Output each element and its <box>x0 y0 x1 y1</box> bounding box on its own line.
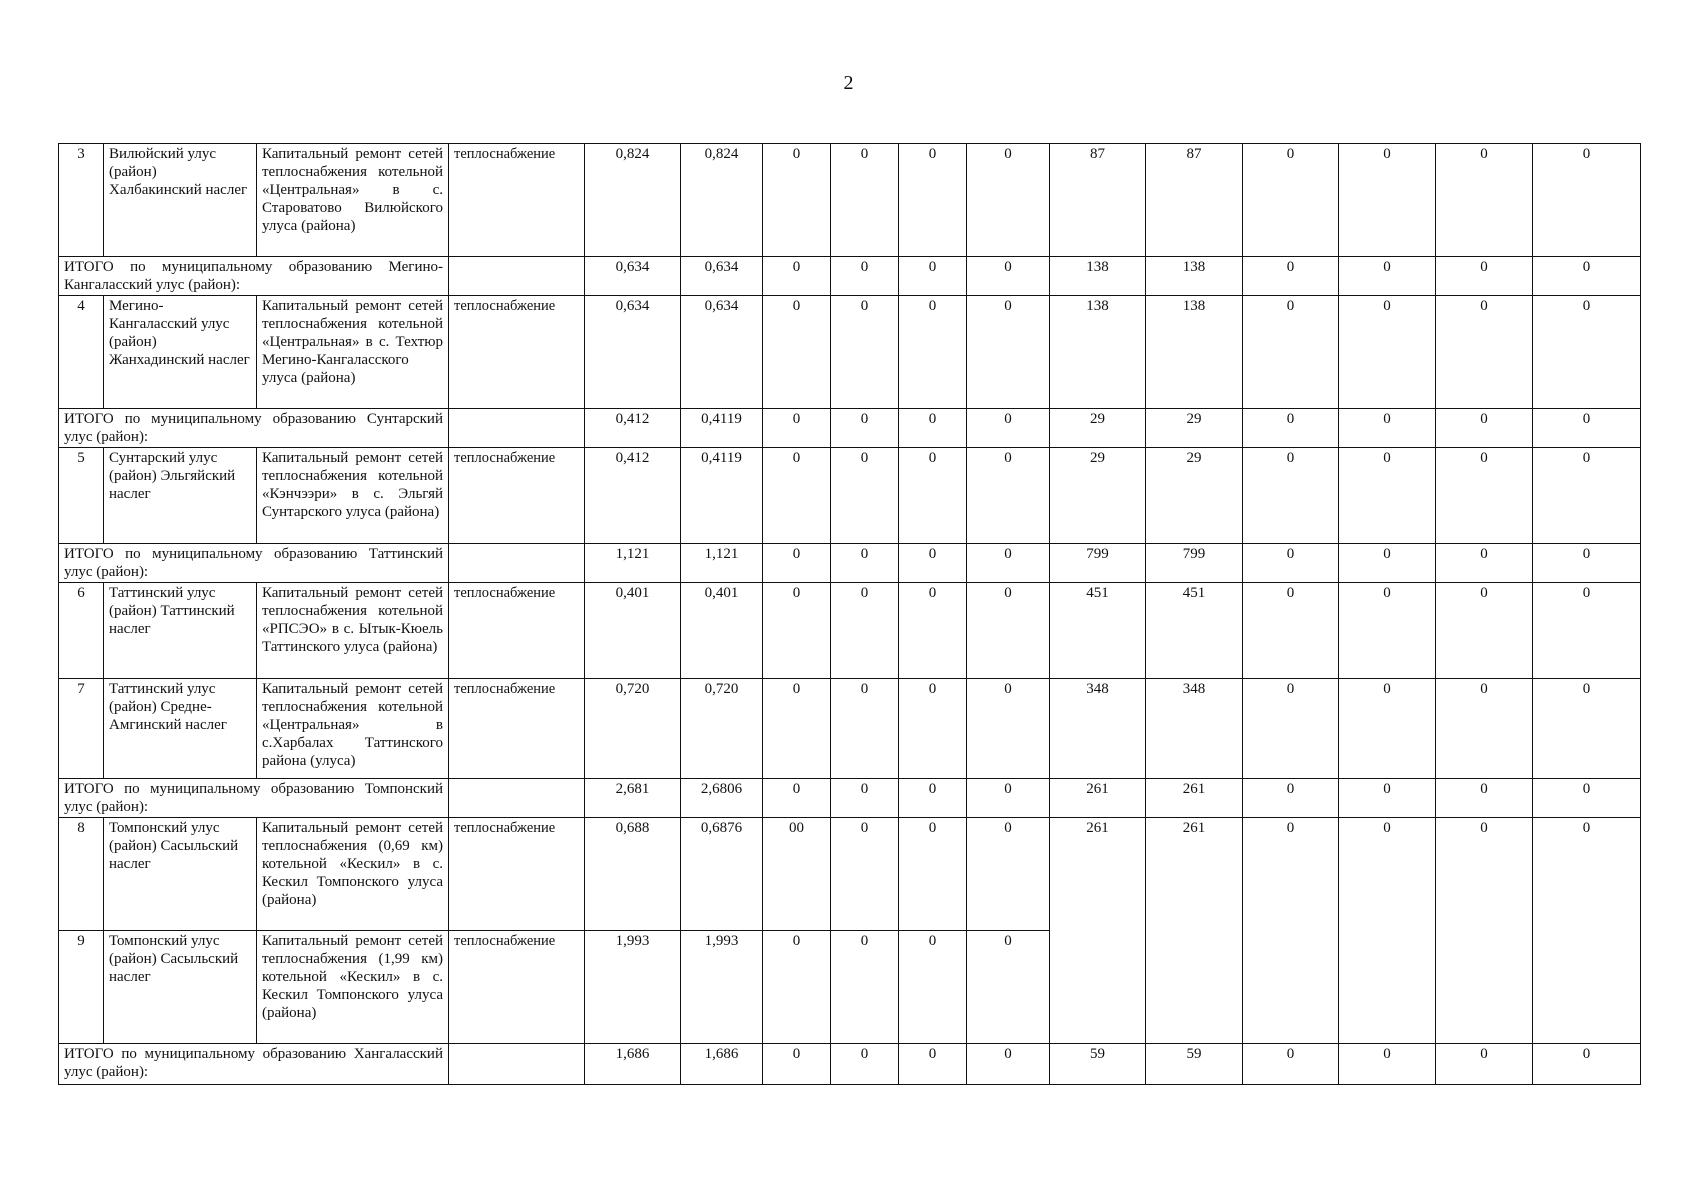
value-cell: 0 <box>763 296 831 409</box>
row-index: 9 <box>59 931 104 1044</box>
value-cell: 451 <box>1146 583 1243 679</box>
total-row <box>59 1044 1641 1085</box>
value-cell: 0 <box>1533 544 1641 583</box>
empty-cell <box>449 779 585 818</box>
value-cell: 0,412 <box>585 409 681 448</box>
value-cell: 0 <box>831 583 899 679</box>
value-cell: 0 <box>1243 144 1339 257</box>
value-cell: 0 <box>1436 448 1533 544</box>
value-cell: 1,686 <box>585 1044 681 1085</box>
value-cell: 0 <box>1436 583 1533 679</box>
value-cell: 0 <box>967 296 1050 409</box>
value-cell: 0 <box>763 257 831 296</box>
table-row <box>59 818 1641 931</box>
municipality-name: Сунтарский улус (район) Эльгяйский наслег <box>104 448 257 544</box>
value-cell: 29 <box>1146 448 1243 544</box>
value-cell: 0,634 <box>585 257 681 296</box>
value-cell: 0 <box>1436 144 1533 257</box>
value-cell: 0,824 <box>585 144 681 257</box>
work-description: Капитальный ремонт сетей теплоснабжения котельной «Центральная» в с. Техтюр Мегино-Кангаласского улуса (района) <box>257 296 449 409</box>
value-cell: 0 <box>1436 257 1533 296</box>
value-cell: 0 <box>967 409 1050 448</box>
value-cell: 0 <box>1243 779 1339 818</box>
value-cell: 1,121 <box>585 544 681 583</box>
value-cell: 0,824 <box>681 144 763 257</box>
value-cell: 0 <box>1533 144 1641 257</box>
value-cell: 0 <box>899 1044 967 1085</box>
total-row <box>59 409 1641 448</box>
value-cell: 0 <box>899 409 967 448</box>
value-cell: 0 <box>831 679 899 779</box>
value-cell: 799 <box>1146 544 1243 583</box>
empty-cell <box>449 1044 585 1085</box>
total-label: ИТОГО по муниципальному образованию Мегино-Кангаласский улус (район): <box>59 257 449 296</box>
value-cell: 0 <box>1339 779 1436 818</box>
row-index: 5 <box>59 448 104 544</box>
value-cell: 0 <box>1533 448 1641 544</box>
table-row <box>59 144 1641 257</box>
value-cell: 0 <box>831 409 899 448</box>
value-cell: 451 <box>1050 583 1146 679</box>
value-cell: 0 <box>1533 818 1641 1044</box>
value-cell: 0 <box>831 448 899 544</box>
value-cell: 261 <box>1050 779 1146 818</box>
value-cell: 348 <box>1146 679 1243 779</box>
category-cell: теплоснабжение <box>449 931 585 1044</box>
empty-cell <box>449 257 585 296</box>
value-cell: 0 <box>967 779 1050 818</box>
value-cell: 0 <box>967 448 1050 544</box>
value-cell: 0 <box>831 818 899 931</box>
municipality-name: Вилюйский улус (район) Халбакинский наслег <box>104 144 257 257</box>
value-cell: 0 <box>899 448 967 544</box>
value-cell: 261 <box>1146 779 1243 818</box>
value-cell: 0,401 <box>681 583 763 679</box>
value-cell: 0 <box>1436 679 1533 779</box>
value-cell: 0 <box>1339 1044 1436 1085</box>
page-number: 2 <box>843 72 854 94</box>
value-cell: 0,634 <box>681 296 763 409</box>
value-cell: 0 <box>1243 544 1339 583</box>
value-cell: 0 <box>1243 296 1339 409</box>
value-cell: 0 <box>967 1044 1050 1085</box>
value-cell: 0 <box>1436 296 1533 409</box>
value-cell: 0 <box>831 931 899 1044</box>
value-cell: 0 <box>1533 679 1641 779</box>
value-cell: 0 <box>967 544 1050 583</box>
value-cell: 0 <box>899 779 967 818</box>
value-cell: 0 <box>899 583 967 679</box>
value-cell: 0 <box>1243 818 1339 1044</box>
value-cell: 0 <box>831 144 899 257</box>
value-cell: 0 <box>763 144 831 257</box>
row-index: 4 <box>59 296 104 409</box>
value-cell: 0 <box>763 409 831 448</box>
value-cell: 0 <box>899 544 967 583</box>
value-cell: 0,634 <box>585 296 681 409</box>
value-cell: 0 <box>967 931 1050 1044</box>
value-cell: 0 <box>967 818 1050 931</box>
value-cell: 0 <box>1339 257 1436 296</box>
value-cell: 0 <box>1339 679 1436 779</box>
value-cell: 0 <box>763 448 831 544</box>
value-cell: 0 <box>967 257 1050 296</box>
empty-cell <box>449 544 585 583</box>
value-cell: 0 <box>1436 544 1533 583</box>
table-row <box>59 296 1641 409</box>
value-cell: 0 <box>763 931 831 1044</box>
value-cell: 0 <box>1339 296 1436 409</box>
value-cell: 0,720 <box>585 679 681 779</box>
value-cell: 59 <box>1146 1044 1243 1085</box>
value-cell: 0 <box>1243 1044 1339 1085</box>
value-cell: 0 <box>1533 257 1641 296</box>
value-cell: 0,401 <box>585 583 681 679</box>
value-cell: 0 <box>1436 818 1533 1044</box>
repair-program-table <box>58 143 1641 1085</box>
work-description: Капитальный ремонт сетей теплоснабжения (0,69 км) котельной «Кескил» в с. Кескил Томпонского улуса (района) <box>257 818 449 931</box>
total-label: ИТОГО по муниципальному образованию Таттинский улус (район): <box>59 544 449 583</box>
value-cell: 0 <box>1339 448 1436 544</box>
municipality-name: Таттинский улус (район) Таттинский наслег <box>104 583 257 679</box>
value-cell: 0 <box>763 544 831 583</box>
value-cell: 0 <box>967 583 1050 679</box>
value-cell: 0 <box>763 1044 831 1085</box>
value-cell: 0,6876 <box>681 818 763 931</box>
value-cell: 0 <box>1533 296 1641 409</box>
value-cell: 138 <box>1146 257 1243 296</box>
value-cell: 0 <box>1533 583 1641 679</box>
category-cell: теплоснабжение <box>449 448 585 544</box>
value-cell: 0 <box>1243 448 1339 544</box>
municipality-name: Томпонский улус (район) Сасыльский наслег <box>104 818 257 931</box>
value-cell: 1,686 <box>681 1044 763 1085</box>
work-description: Капитальный ремонт сетей теплоснабжения котельной «Центральная» в с. Староватово Вилюйского улуса (района) <box>257 144 449 257</box>
value-cell: 0 <box>831 544 899 583</box>
value-cell: 0 <box>1533 779 1641 818</box>
value-cell: 29 <box>1050 409 1146 448</box>
value-cell: 00 <box>763 818 831 931</box>
value-cell: 59 <box>1050 1044 1146 1085</box>
value-cell: 0 <box>967 679 1050 779</box>
row-index: 3 <box>59 144 104 257</box>
value-cell: 0 <box>899 257 967 296</box>
value-cell: 0 <box>1339 409 1436 448</box>
value-cell: 0 <box>1436 409 1533 448</box>
total-row <box>59 779 1641 818</box>
work-description: Капитальный ремонт сетей теплоснабжения (1,99 км) котельной «Кескил» в с. Кескил Томпонского улуса (района) <box>257 931 449 1044</box>
total-label: ИТОГО по муниципальному образованию Сунтарский улус (район): <box>59 409 449 448</box>
row-index: 7 <box>59 679 104 779</box>
value-cell: 29 <box>1146 409 1243 448</box>
value-cell: 1,993 <box>681 931 763 1044</box>
value-cell: 261 <box>1050 818 1146 1044</box>
value-cell: 0,634 <box>681 257 763 296</box>
category-cell: теплоснабжение <box>449 296 585 409</box>
value-cell: 0 <box>899 296 967 409</box>
value-cell: 261 <box>1146 818 1243 1044</box>
table-row <box>59 583 1641 679</box>
work-description: Капитальный ремонт сетей теплоснабжения котельной «Кэнчээри» в с. Эльгяй Сунтарского улуса (района) <box>257 448 449 544</box>
value-cell: 0 <box>967 144 1050 257</box>
empty-cell <box>449 409 585 448</box>
value-cell: 0 <box>1436 1044 1533 1085</box>
value-cell: 0 <box>1243 679 1339 779</box>
category-cell: теплоснабжение <box>449 818 585 931</box>
value-cell: 0 <box>899 931 967 1044</box>
table-row <box>59 448 1641 544</box>
value-cell: 138 <box>1050 257 1146 296</box>
value-cell: 0 <box>763 679 831 779</box>
value-cell: 138 <box>1050 296 1146 409</box>
municipality-name: Таттинский улус (район) Средне-Амгинский наслег <box>104 679 257 779</box>
value-cell: 0 <box>899 818 967 931</box>
value-cell: 0 <box>763 583 831 679</box>
value-cell: 87 <box>1050 144 1146 257</box>
value-cell: 0,4119 <box>681 448 763 544</box>
value-cell: 0,688 <box>585 818 681 931</box>
value-cell: 0 <box>1339 144 1436 257</box>
value-cell: 0 <box>1243 583 1339 679</box>
value-cell: 0 <box>1243 257 1339 296</box>
value-cell: 0 <box>1533 409 1641 448</box>
value-cell: 138 <box>1146 296 1243 409</box>
value-cell: 1,121 <box>681 544 763 583</box>
value-cell: 0 <box>899 144 967 257</box>
category-cell: теплоснабжение <box>449 144 585 257</box>
municipality-name: Томпонский улус (район) Сасыльский наслег <box>104 931 257 1044</box>
value-cell: 0 <box>763 779 831 818</box>
work-description: Капитальный ремонт сетей теплоснабжения котельной «Центральная» в с.Харбалах Таттинского района (улуса) <box>257 679 449 779</box>
row-index: 6 <box>59 583 104 679</box>
value-cell: 348 <box>1050 679 1146 779</box>
value-cell: 0 <box>1339 544 1436 583</box>
value-cell: 0 <box>831 1044 899 1085</box>
value-cell: 29 <box>1050 448 1146 544</box>
total-label: ИТОГО по муниципальному образованию Томпонский улус (район): <box>59 779 449 818</box>
value-cell: 0 <box>1339 583 1436 679</box>
total-row <box>59 544 1641 583</box>
row-index: 8 <box>59 818 104 931</box>
value-cell: 2,681 <box>585 779 681 818</box>
value-cell: 2,6806 <box>681 779 763 818</box>
work-description: Капитальный ремонт сетей теплоснабжения котельной «РПСЭО» в с. Ытык-Кюель Таттинского улуса (района) <box>257 583 449 679</box>
value-cell: 0 <box>1436 779 1533 818</box>
value-cell: 0 <box>899 679 967 779</box>
table-body <box>59 144 1641 1085</box>
value-cell: 799 <box>1050 544 1146 583</box>
value-cell: 0,412 <box>585 448 681 544</box>
value-cell: 0 <box>1339 818 1436 1044</box>
value-cell: 0,4119 <box>681 409 763 448</box>
value-cell: 0 <box>1533 1044 1641 1085</box>
value-cell: 0 <box>1243 409 1339 448</box>
total-label: ИТОГО по муниципальному образованию Хангаласский улус (район): <box>59 1044 449 1085</box>
value-cell: 87 <box>1146 144 1243 257</box>
total-row <box>59 257 1641 296</box>
value-cell: 0 <box>831 779 899 818</box>
municipality-name: Мегино-Кангаласский улус (район) Жанхадинский наслег <box>104 296 257 409</box>
category-cell: теплоснабжение <box>449 679 585 779</box>
category-cell: теплоснабжение <box>449 583 585 679</box>
value-cell: 0 <box>831 257 899 296</box>
value-cell: 0 <box>831 296 899 409</box>
table-row <box>59 679 1641 779</box>
value-cell: 0,720 <box>681 679 763 779</box>
value-cell: 1,993 <box>585 931 681 1044</box>
